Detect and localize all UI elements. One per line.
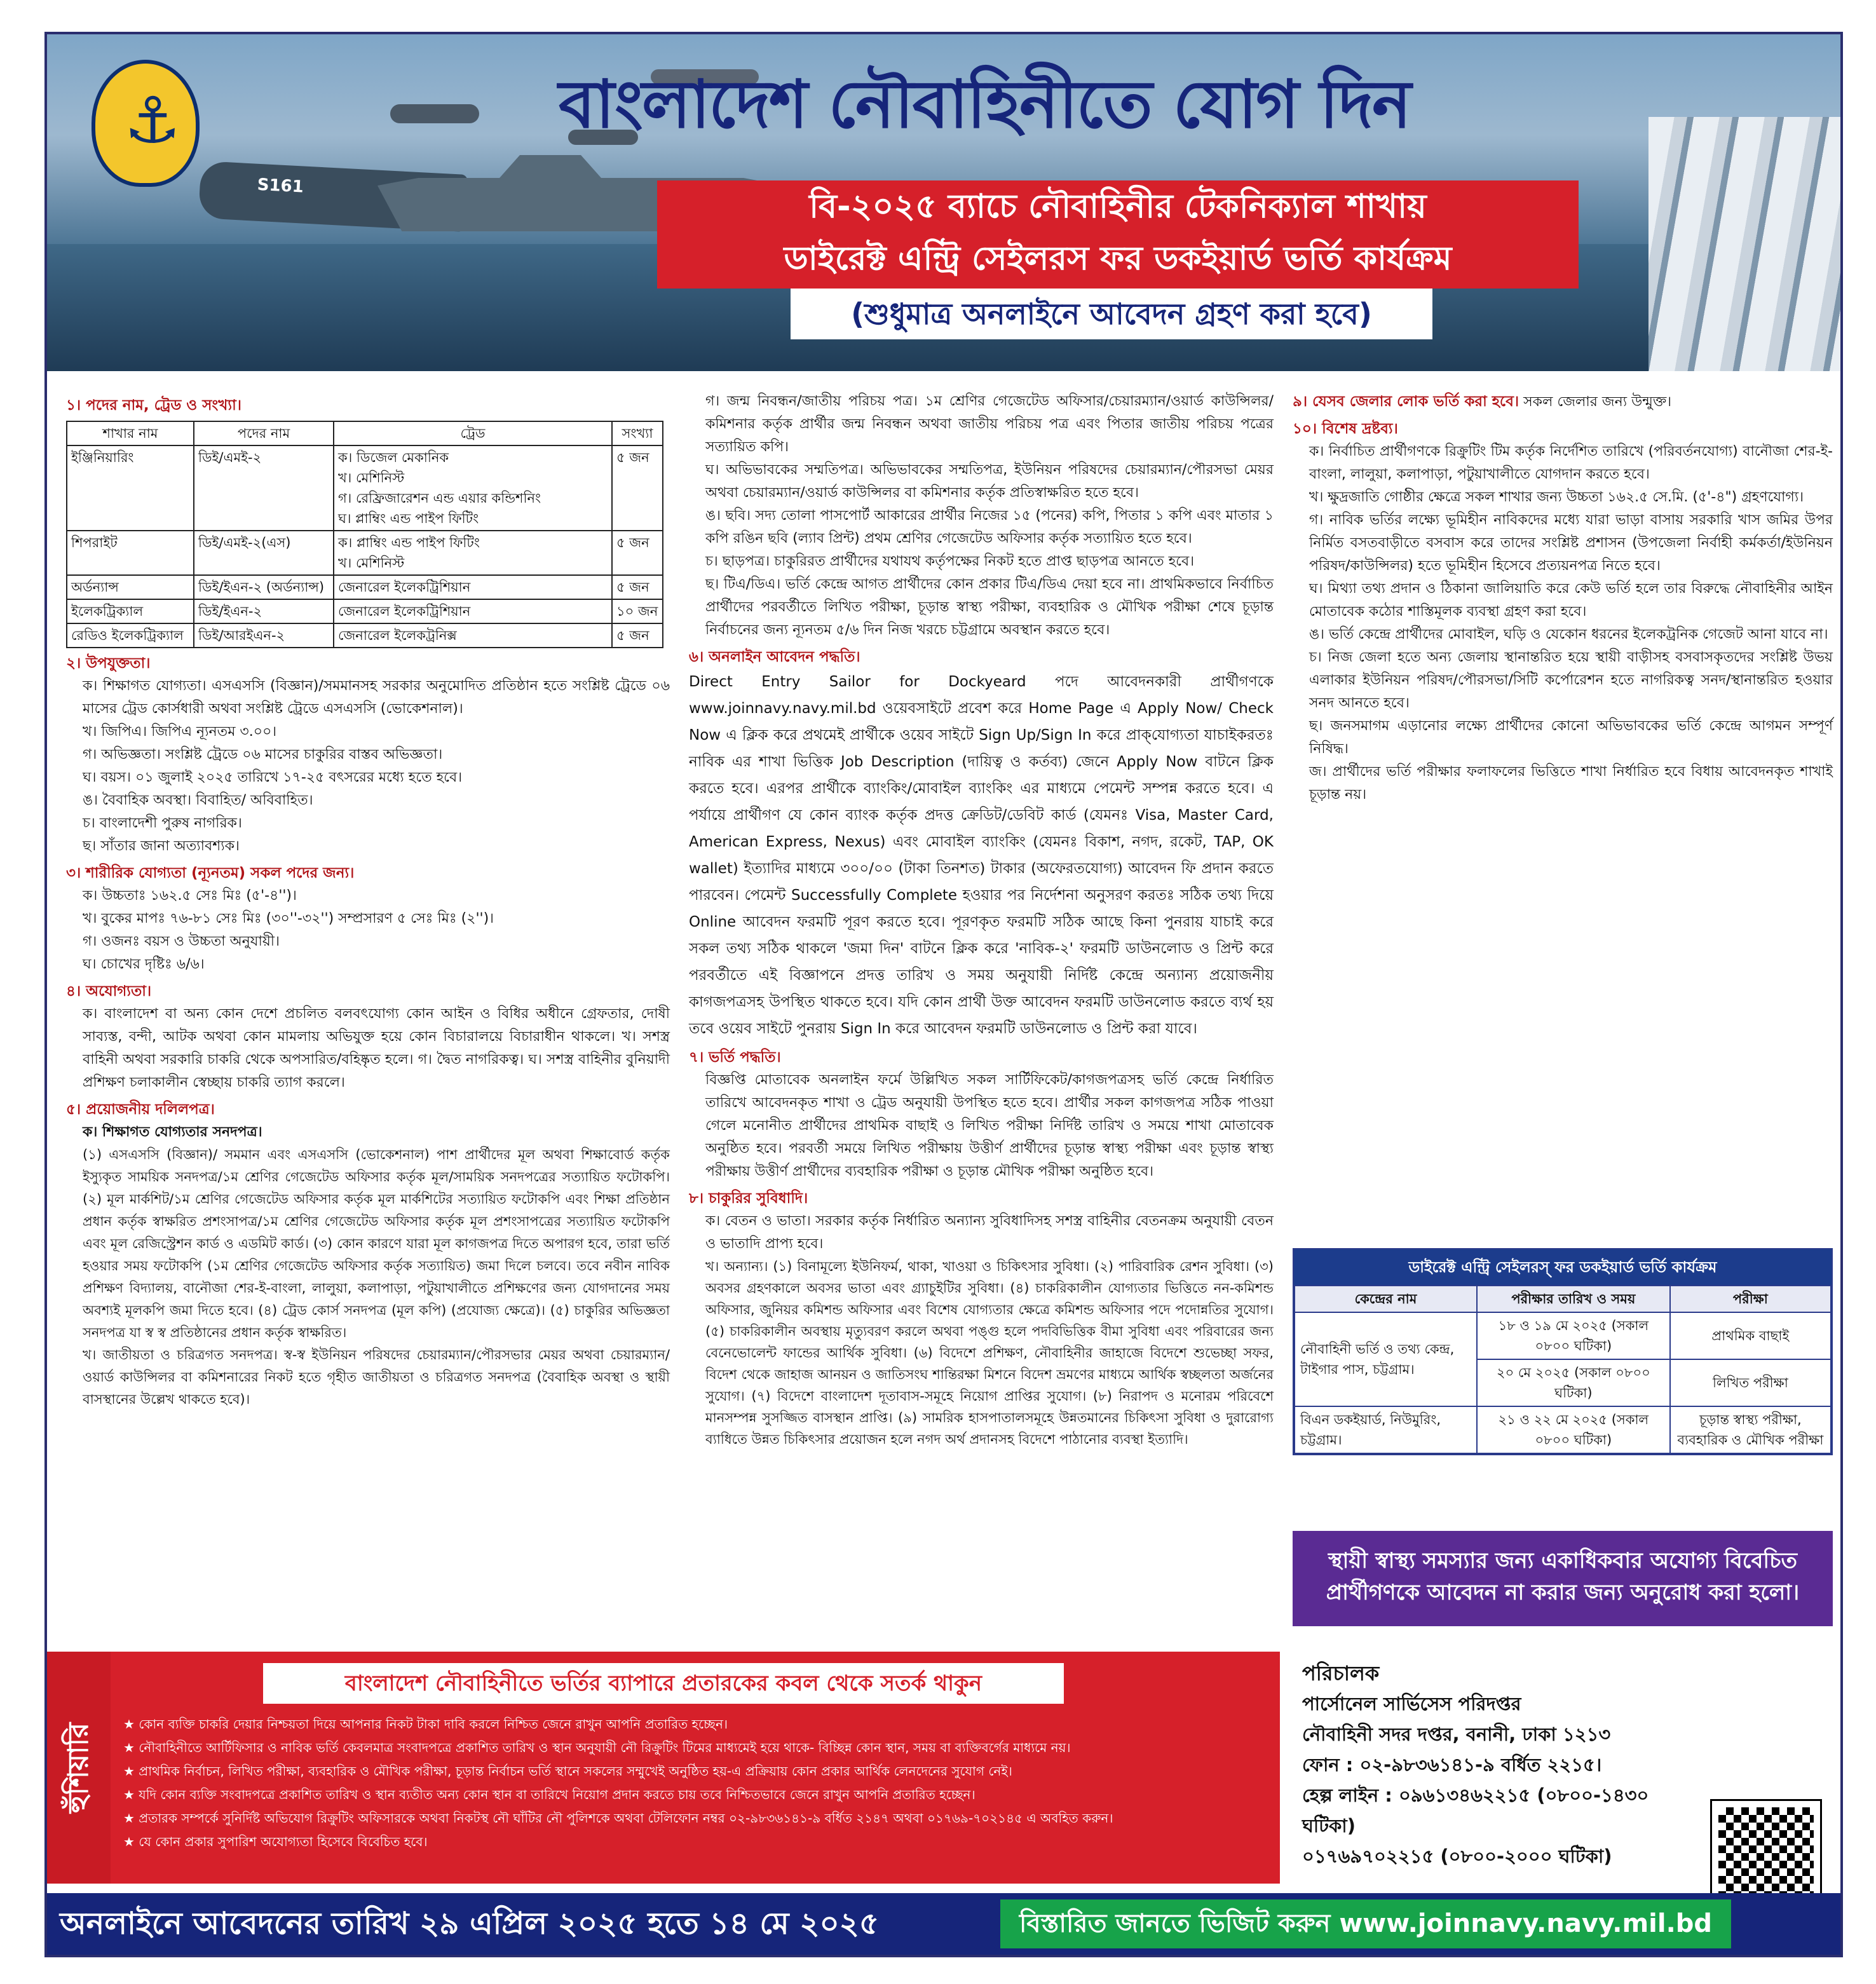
table-cell: ৫ জন [612,575,663,599]
list-item: ঘ। বয়স। ০১ জুলাই ২০২৫ তারিখে ১৭-২৫ বৎসরের মধ্যে হতে হবে। [83,770,463,785]
table-cell: ডিই/আরইএন-২ [194,623,334,648]
section-heading-2: ২। উপযুক্ততা। [66,655,151,672]
table-cell: ডিই/ইএন-২ [194,599,334,623]
paragraph: ছ। টিএ/ডিএ। ভর্তি কেন্দ্রে আগত প্রার্থীদের কোন প্রকার টিএ/ডিএ দেয়া হবে না। প্রাথমিকভাবে নির্বাচিত প্রার্থীদের পরবর্তীতে লিখিত পরীক্ষা, চূড়ান্ত স্বাস্থ্য পরীক্ষা, ব্যবহারিক ও মৌখিক পরীক্ষা শেষে চূড়ান্ত নির্বাচনের জন্য ন্যূনতম ৫/৬ দিন নিজ খরচে চট্টগ্রামে অবস্থান করতে হবে। [705,576,1274,638]
health-warning-box: স্থায়ী স্বাস্থ্য সমস্যার জন্য একাধিকবার অযোগ্য বিবেচিত প্রার্থীগণকে আবেদন না করার জন্য অনুরোধ করা হলো। [1293,1531,1833,1626]
scam-warning-box [47,1652,1280,1884]
list-item: খ। ক্ষুদ্রজাতি গোষ্ঠীর ক্ষেত্রে সকল শাখার জন্য উচ্চতা ১৬২.৫ সে.মি. (৫'-৪") গ্রহণযোগ্য। [1309,489,1804,505]
navy-logo [92,60,200,187]
list-item: গ। নাবিক ভর্তির লক্ষ্যে ভূমিহীন নাবিকদের মধ্যে যারা ভাড়া বাসায় সরকারি খাস জমির উপর নির্মিত বসতবাড়ীতে বসবাস করে তাদের সংশ্লিষ্ট প্রশাসন (উপজেলা নির্বাহী কর্মকর্তা/ইউনিয়ন পরিষদ/কাউন্সিলর) হতে ভূমিহীন হিসেবে প্রত্যয়নপত্র নিতে হবে। [1309,512,1833,574]
subtitle-box [657,180,1579,289]
paragraph: চ। ছাড়পত্র। চাকুরিরত প্রার্থীদের যথাযথ কর্তৃপক্ষের নিকট হতে প্রাপ্ত ছাড়পত্র আনতে হবে। [705,554,1195,569]
list-item: ঙ। ভর্তি কেন্দ্রে প্রার্থীদের মোবাইল, ঘড়ি ও যেকোন ধরনের ইলেকট্রনিক গেজেট আনা যাবে না। [1309,627,1828,642]
section-heading-6: ৬। অনলাইন আবেদন পদ্ধতি। [689,649,860,665]
table-cell: ৫ জন [612,623,663,648]
paragraph: ক। বাংলাদেশ বা অন্য কোন দেশে প্রচলিত বলবৎযোগ্য কোন আইন ও বিধির অধীনে গ্রেফতার, দোষী সাব্যস্ত, বন্দী, আটক অথবা কোন মামলায় অভিযুক্ত হয়ে কোন বিচারালয়ে বিচারাধীন থাকলে। খ। সশস্ত্র বাহিনী অথবা সরকারি চাকরি থেকে অপসারিত/বহিষ্কৃত হলে। গ। দ্বৈত নাগরিকত্ব। ঘ। সশস্ত্র বাহিনীর বুনিয়াদী প্রশিক্ষণ চলাকালীন স্বেচ্ছায় চাকরি ত্যাগ করলে। [83,1006,670,1091]
table-header: কেন্দ্রের নাম [1295,1286,1477,1312]
table-cell: নৌবাহিনী ভর্তি ও তথ্য কেন্দ্র, টাইগার পাস, চট্টগ্রাম। [1295,1312,1477,1406]
application-dates: অনলাইনে আবেদনের তারিখ ২৯ এপ্রিল ২০২৫ হতে ১৪ মে ২০২৫ [60,1906,880,1941]
table-cell: ক। ডিজেল মেকানিক খ। মেশিনিস্ট গ। রেফ্রিজারেশন এন্ড এয়ার কন্ডিশনিং ঘ। প্লাম্বিং এন্ড পাইপ ফিটিং [334,445,612,531]
list-item: চ। নিজ জেলা হতে অন্য জেলায় স্থানান্তরিত হয়ে স্থায়ী বাড়ীসহ বসবাসকৃতদের সংশ্লিষ্ট উভয় এলাকার ইউনিয়ন পরিষদ/পৌরসভা/সিটি কর্পোরেশন হতে নাগরিকত্ব সনদ/স্থানান্তরিত হওয়ার সনদ আনতে হবে। [1309,649,1833,711]
list-item: খ। বুকের মাপঃ ৭৬-৮১ সেঃ মিঃ (৩০''-৩২'') সম্প্রসারণ ৫ সেঃ মিঃ (২'')। [83,911,494,927]
list-item: গ। অভিজ্ঞতা। সংশ্লিষ্ট ট্রেডে ০৬ মাসের চাকুরির বাস্তব অভিজ্ঞতা। [83,747,443,763]
table-cell: ২১ ও ২২ মে ২০২৫ (সকাল ০৮০০ ঘটিকা) [1477,1406,1670,1453]
schedule-title: ডাইরেক্ট এন্ট্রি সেইলরস্ ফর ডকইয়ার্ড ভর্তি কার্যক্রম [1294,1249,1832,1285]
table-cell: ডিই/ইএন-২ (অর্ডন্যান্স) [194,575,334,599]
list-item: ঙ। বৈবাহিক অবস্থা। বিবাহিত/ অবিবাহিত। [83,792,313,808]
list-item: ছ। জনসমাগম এড়ানোর লক্ষ্যে প্রার্থীদের কোনো অভিভাবকের ভর্তি কেন্দ্রে আগমন সম্পূর্ণ নিষিদ্ধ। [1309,718,1833,757]
table-header: সংখ্যা [612,421,663,445]
table-header: পরীক্ষার তারিখ ও সময় [1477,1286,1670,1312]
table-cell: বিএন ডকইয়ার্ড, নিউমুরিং, চট্টগ্রাম। [1295,1406,1477,1453]
schedule-grid [1294,1285,1832,1454]
paragraph: (১) এসএসসি (বিজ্ঞান)/ সমমান এবং এসএসসি (ভোকেশনাল) পাশ প্রার্থীদের মূল অথবা শিক্ষাবোর্ড কর্তৃক ইস্যুকৃত সাময়িক সনদপত্র/১ম শ্রেণির গেজেটেড অফিসার কর্তৃক মূল/সাময়িক সনদপত্রের সত্যায়িত ফটোকপি। (২) মূল মার্কশিট/১ম শ্রেণির গেজেটেড অফিসার কর্তৃক মূল মার্কশিটের সত্যায়িত ফটোকপি এবং শিক্ষা প্রতিষ্ঠান প্রধান কর্তৃক স্বাক্ষরিত প্রশংসাপত্র/১ম শ্রেণির গেজেটেড অফিসার কর্তৃক মূল প্রশংসাপত্রের সত্যায়িত ফটোকপি এবং মূল রেজিস্ট্রেশন কার্ড ও এডমিট কার্ড। (৩) কোন কারণে যারা মূল কাগজপত্র দিতে অপারগ হবে, তারা ভর্তি হওয়ার সময় ফটোকপি (১ম শ্রেণির গেজেটেড অফিসার কর্তৃক সত্যায়িত) জমা দিলে চলবে। তবে নবীন নাবিক প্রশিক্ষণ বিদ্যালয়, বানৌজা শের-ই-বাংলা, লালুয়া, কলাপাড়া, পটুয়াখালীতে প্রশিক্ষণের জন্য যোগদানের সময় অবশ্যই মূলকপি জমা দিতে হবে। (৪) ট্রেড কোর্স সনদপত্র (মূল কপি) (প্রযোজ্য ক্ষেত্রে)। (৫) চাকুরির অভিজ্ঞতা সনদপত্র যা স্ব স্ব প্রতিষ্ঠানের প্রধান কর্তৃক স্বাক্ষরিত। [83,1147,670,1340]
table-header: পদের নাম [194,421,334,445]
table-header-row [67,421,663,445]
table-cell: ১০ জন [612,599,663,623]
list-item: ★ প্রতারক সম্পর্কে সুনির্দিষ্ট অভিযোগ রিক্রুটিং অফিসারকে অথবা নিকটস্থ নৌ ঘাঁটির নৌ পুলিশকে অথবা টেলিফোন নম্বর ০২-৯৮৩৬১৪১-৯ বর্ধিত ২১৪৭ অথবা ০১৭৬৯-৭০২১৪৫ এ অবহিত করুন। [123,1811,1113,1826]
paragraph: ঘ। অভিভাবকের সম্মতিপত্র। অভিভাবকের সম্মতিপত্র, ইউনিয়ন পরিষদের চেয়ারম্যান/পৌরসভা মেয়র অথবা চেয়ারম্যান/ওয়ার্ড কাউন্সিলর বা কমিশনার কর্তৃক প্রতিস্বাক্ষরিত হতে হবে। [705,462,1274,501]
table-cell: রেডিও ইলেকট্রিক্যাল [67,623,194,648]
list-item: চ। বাংলাদেশী পুরুষ নাগরিক। [83,815,242,831]
table-row [67,623,663,648]
section-heading-8: ৮। চাকুরির সুবিধাদি। [689,1190,808,1207]
inline-heading [1293,390,1833,414]
contact-helpline-2: ০১৭৬৯৭০২২১৫ (০৮০০-২০০০ ঘটিকা) [1302,1845,1612,1867]
table-row [67,599,663,623]
table-row [1295,1312,1831,1359]
list-item: ★ নৌবাহিনীতে আর্টিফিসার ও নাবিক ভর্তি কেবলমাত্র সংবাদপত্রে প্রকাশিত তারিখ ও স্থান অনুযায়ী নৌ রিক্রুটিং টিমের মাধ্যমেই হয়ে থাকে- বিচ্ছিন্ন কোন স্থান, সময় বা ব্যক্তিবর্গের মাধ্যমে নয়। [123,1740,1071,1755]
banner [47,34,1840,371]
paragraph: খ। জাতীয়তা ও চরিত্রগত সনদপত্র। স্ব-স্ব ইউনিয়ন পরিষদের চেয়ারম্যান/পৌরসভার মেয়র অথবা চেয়ারম্যান/ওয়ার্ড কাউন্সিলর বা কমিশনারের নিকট হতে গৃহীত জাতীয়তা ও চরিত্রগত সনদপত্র (বৈবাহিক অবস্থা ও স্থায়ী বাসস্থানের উল্লেখ থাকতে হবে)। [83,1347,670,1407]
list-item: ★ যদি কোন ব্যক্তি সংবাদপত্রে প্রকাশিত তারিখ ও স্থান ব্যতীত অন্য কোন স্থান বা তারিখে নিয়োগ প্রদান করতে চায় তবে নিশ্চিতভাবে জেনে রাখুন আপনি প্রতারিত হচ্ছেন। [123,1787,975,1802]
table-cell: চূড়ান্ত স্বাস্থ্য পরীক্ষা, ব্যবহারিক ও মৌখিক পরীক্ষা [1670,1406,1831,1453]
section-heading-10: ১০। বিশেষ দ্রষ্টব্য। [1293,421,1398,437]
online-only-note: (শুধুমাত্র অনলাইনে আবেদন গ্রহণ করা হবে) [791,289,1432,339]
table-cell: ইলেকট্রিক্যাল [67,599,194,623]
website-link[interactable]: বিস্তারিত জানতে ভিজিট করুন www.joinnavy.navy.mil.bd [1000,1899,1731,1948]
page-title: বাংলাদেশ নৌবাহিনীতে যোগ দিন [558,65,1411,143]
list-item: ক। উচ্চতাঃ ১৬২.৫ সেঃ মিঃ (৫'-৪'')। [83,888,297,904]
subtitle-line-2: ডাইরেক্ট এন্ট্রি সেইলরস ফর ডকইয়ার্ড ভর্তি কার্যক্রম [784,240,1452,278]
submarine-number: S161 [257,175,304,197]
section-heading-3: ৩। শারীরিক যোগ্যতা (ন্যূনতম) সকল পদের জন্য। [66,865,355,881]
list-item: খ। জিপিএ। জিপিএ ন্যূনতম ৩.০০। [83,724,277,740]
table-cell: জেনারেল ইলেকট্রিশিয়ান [334,575,612,599]
scam-warning-list [123,1713,1267,1854]
table-header-row [1295,1286,1831,1312]
column-2 [689,390,1274,1450]
footer-bar [47,1893,1840,1955]
table-header: ট্রেড [334,421,612,445]
list-item: জ। প্রার্থীদের ভর্তি পরীক্ষার ফলাফলের ভিত্তিতে শাখা নির্ধারিত হবে বিধায় আবেদনকৃত শাখাই চূড়ান্ত নয়। [1309,764,1833,803]
anchor-icon: ⚓ [124,83,181,158]
schedule-table [1293,1248,1833,1455]
list-item: ঘ। চোখের দৃষ্টিঃ ৬/৬। [83,956,205,972]
table-header: শাখার নাম [67,421,194,445]
contact-line: পার্সোনেল সার্ভিসেস পরিদপ্তর [1302,1693,1521,1715]
table-cell: ক। প্লাম্বিং এন্ড পাইপ ফিটিং খ। মেশিনিস্ট [334,531,612,575]
table-cell: ইঞ্জিনিয়ারিং [67,445,194,531]
paragraph: বিজ্ঞপ্তি মোতাবেক অনলাইন ফর্মে উল্লিখিত সকল সার্টিফিকেট/কাগজপত্রসহ ভর্তি কেন্দ্রে নির্ধারিত তারিখে আবেদনকৃত শাখা ও ট্রেড অনুযায়ী উপস্থিত হতে হবে। প্রার্থীর সকল কাগজপত্র সঠিক পাওয়া গেলে মনোনীত প্রার্থীদের প্রাথমিক বাছাই ও লিখিত পরীক্ষা নির্দিষ্ট তারিখ ও সময়ে শাখা মোতাবেক অনুষ্ঠিত হবে। পরবর্তী সময়ে লিখিত পরীক্ষায় উত্তীর্ণ প্রার্থীদের চূড়ান্ত স্বাস্থ্য পরীক্ষা এবং চূড়ান্ত স্বাস্থ্য পরীক্ষায় উত্তীর্ণ প্রার্থীদের ব্যবহারিক পরীক্ষা ও চূড়ান্ত মৌখিক পরীক্ষা অনুষ্ঠিত হবে। [705,1072,1274,1179]
table-cell: জেনারেল ইলেকট্রিশিয়ান [334,599,612,623]
paragraph: Direct Entry Sailor for Dockyeard পদে আবেদনকারী প্রার্থীগণকে www.joinnavy.navy.mil.bd ওয়েবসাইটে প্রবেশ করে Home Page এ Apply Now/ Check Now এ ক্লিক করে প্রথমেই প্রার্থীকে ওয়েব সাইটে Sign Up/Sign In করে প্রাক্‌যোগ্যতা যাচাইকরতঃ নাবিক এর শাখা ভিত্তিক Job Description (দায়িত্ব ও কর্তব্য) জেনে Apply Now বাটনে ক্লিক করতে হবে। এরপর প্রার্থীকে ব্যাংকিং/মোবাইল ব্যাংকিং এর মাধ্যমে পেমেন্ট সম্পন্ন করতে হবে। এ পর্যায়ে প্রার্থীগণ যে কোন ব্যাংক কর্তৃক প্রদত্ত ক্রেডিট/ডেবিট কার্ড (যেমনঃ Visa, Master Card, American Express, Nexus) এবং মোবাইল ব্যাংকিং (যেমনঃ বিকাশ, নগদ, রকেট, TAP, OK wallet) ইত্যাদির মাধ্যমে ৩০০/০০ (টাকা তিনশত) টাকার (অফেরতযোগ্য) আবেদন ফি প্রদান করতে পারবেন। পেমেন্ট Successfully Complete হওয়ার পর নির্দেশনা অনুসরণ করতঃ সঠিক তথ্য দিয়ে Online আবেদন ফরমটি পূরণ করতে হবে। পূরণকৃত ফরমটি সঠিক আছে কিনা পুনরায় যাচাই করে সকল তথ্য সঠিক থাকলে 'জমা দিন' বাটনে ক্লিক করে 'নাবিক-২' ফরমটি ডাউনলোড ও প্রিন্ট করে পরবর্তীতে এই বিজ্ঞাপনে প্রদত্ত তারিখ ও সময় অনুযায়ী নির্দিষ্ট কেন্দ্রে অন্যান্য প্রয়োজনীয় কাগজপত্রসহ উপস্থিত থাকতে হবে। যদি কোন প্রার্থী উক্ত আবেদন ফরমটি ডাউনলোড করতে ব্যর্থ হয় তবে ওয়েব সাইটে পুনরায় Sign In করে আবেদন ফরমটি ডাউনলোড ও প্রিন্ট করা যাবে। [689,674,1274,1037]
sailors-image [1648,117,1840,371]
list-item: ★ কোন ব্যক্তি চাকরি দেয়ার নিশ্চয়তা দিয়ে আপনার নিকট টাকা দাবি করলে নিশ্চিত জেনে রাখুন আপনি প্রতারিত হচ্ছেন। [123,1716,728,1732]
table-cell: ১৮ ও ১৯ মে ২০২৫ (সকাল ০৮০০ ঘটিকা) [1477,1312,1670,1359]
list-item: ক। শিক্ষাগত যোগ্যতা। এসএসসি (বিজ্ঞান)/সমমানসহ সরকার অনুমোদিত প্রতিষ্ঠান হতে সংশ্লিষ্ট ট্রেডে ০৬ মাসের ট্রেড কোর্সধারী অথবা সংশ্লিষ্ট ট্রেডে এসএসসি (ভোকেশনাল)। [83,678,670,717]
table-cell: শিপরাইট [67,531,194,575]
table-cell: ২০ মে ২০২৫ (সকাল ০৮০০ ঘটিকা) [1477,1359,1670,1406]
table-header: পরীক্ষা [1670,1286,1831,1312]
posts-table [66,421,663,648]
scam-warning-heading: বাংলাদেশ নৌবাহিনীতে ভর্তির ব্যাপারে প্রতারকের কবল থেকে সতর্ক থাকুন [263,1663,1064,1704]
table-cell: লিখিত পরীক্ষা [1670,1359,1831,1406]
table-cell: অর্ডন্যান্স [67,575,194,599]
column-1 [66,390,670,1411]
table-row [67,531,663,575]
table-row [67,575,663,599]
table-cell: ৫ জন [612,445,663,531]
subheading: ক। শিক্ষাগত যোগ্যতার সনদপত্র। [83,1124,262,1140]
paragraph: খ। অন্যান্য। (১) বিনামূল্যে ইউনিফর্ম, থাকা, খাওয়া ও চিকিৎসার সুবিধা। (২) পারিবারিক রেশন সুবিধা। (৩) অবসর গ্রহণকালে অবসর ভাতা এবং গ্র্যাচুইটির সুবিধা। (৪) চাকরিকালীন যোগ্যতার ভিত্তিতে নন-কমিশন্ড অফিসার, জুনিয়র কমিশন্ড অফিসার এবং বিশেষ যোগ্যতার ক্ষেত্রে কমিশন্ড অফিসার পদে পদোন্নতির সুযোগ। (৫) চাকরিকালীন অবস্থায় মৃত্যুবরণ করলে অথবা পঙ্গু হলে পদবিভিত্তিক বীমা সুবিধা এবং পরিবারের জন্য বেনেভোলেন্ট ফান্ডের আর্থিক সুবিধা। (৬) বিদেশে প্রশিক্ষণ, নৌবাহিনীর জাহাজে বিদেশে শুভেচ্ছা সফর, বিদেশ থেকে জাহাজ আনয়ন ও জাতিসংঘ শান্তিরক্ষা মিশনে বিদেশ ভ্রমণের মাধ্যমে আর্থিক স্বচ্ছলতা অর্জনের সুযোগ। (৭) বিদেশে বাংলাদেশ দূতাবাস-সমূহে নিয়োগ প্রাপ্তির সুযোগ। (৮) নিরাপদ ও মনোরম পরিবেশে মানসম্পন্ন সুসজ্জিত বাসস্থান প্রাপ্তি। (৯) সামরিক হাসপাতালসমূহে উন্নতমানের চিকিৎসা সুবিধা ও দুরারোগ্য ব্যাধিতে উন্নত চিকিৎসার প্রয়োজন হলে নগদ অর্থ প্রদানসহ বিদেশে পাঠানোর ব্যবস্থা ইত্যাদি। [705,1259,1274,1447]
paragraph: গ। জন্ম নিবন্ধন/জাতীয় পরিচয় পত্র। ১ম শ্রেণির গেজেটেড অফিসার/চেয়ারম্যান/ওয়ার্ড কাউন্সিলর/কমিশনার কর্তৃক প্রার্থীর জন্ম নিবন্ধন অথবা জাতীয় পরিচয় পত্র এবং পিতার জাতীয় পরিচয় পত্রের সত্যায়িত কপি। [705,393,1274,455]
section-heading-7: ৭। ভর্তি পদ্ধতি। [689,1049,781,1066]
section-heading-5: ৫। প্রয়োজনীয় দলিলপত্র। [66,1101,215,1118]
list-item: ঘ। মিথ্যা তথ্য প্রদান ও ঠিকানা জালিয়াতি করে কেউ ভর্তি হলে তার বিরুদ্ধে নৌবাহিনীর আইন মোতাবেক কঠোর শাস্তিমূলক ব্যবস্থা গ্রহণ করা হবে। [1309,581,1833,620]
section-heading-4: ৪। অযোগ্যতা। [66,983,152,1000]
list-item: ★ যে কোন প্রকার সুপারিশ অযোগ্যতা হিসেবে বিবেচিত হবে। [123,1834,428,1849]
list-item: গ। ওজনঃ বয়স ও উচ্চতা অনুযায়ী। [83,934,280,949]
table-cell: প্রাথমিক বাছাই [1670,1312,1831,1359]
table-cell: জেনারেল ইলেকট্রনিক্স [334,623,612,648]
column-3 [1293,390,1833,806]
section-heading-9: ৯। যেসব জেলার লোক ভর্তি করা হবে। [1293,393,1519,410]
advertisement-page [44,32,1843,1957]
subtitle-line-1: বি-২০২৫ ব্যাচে নৌবাহিনীর টেকনিক্যাল শাখায় [809,187,1427,226]
table-cell: ৫ জন [612,531,663,575]
table-row [67,445,663,531]
list-item: ★ প্রাথমিক নির্বাচন, লিখিত পরীক্ষা, ব্যবহারিক ও মৌখিক পরীক্ষা, চূড়ান্ত নির্বাচন ভর্তি স্থানে সকলের সম্মুখেই অনুষ্ঠিত হয়-এ প্রক্রিয়ায় কোন প্রকার আর্থিক লেনদেনের সুযোগ নেই। [123,1763,1012,1779]
table-cell: ডিই/এমই-২ [194,445,334,531]
paragraph: ঙ। ছবি। সদ্য তোলা পাসপোর্ট আকারের প্রার্থীর নিজের ১৫ (পনের) কপি, পিতার ১ কপি এবং মাতার ১ কপি রঙিন ছবি (ল্যাব প্রিন্ট) প্রথম শ্রেণির গেজেটেড অফিসার কর্তৃক সত্যায়িত হতে হবে। [705,508,1274,547]
list-item: ক। নির্বাচিত প্রার্থীগণকে রিক্রুটিং টিম কর্তৃক নির্দেশিত তারিখে (পরিবর্তনযোগ্য) বানৌজা শের-ই-বাংলা, লালুয়া, কলাপাড়া, পটুয়াখালীতে যোগদান করতে হবে। [1309,444,1833,482]
contact-block [1302,1658,1696,1872]
table-cell: ডিই/এমই-২(এস) [194,531,334,575]
contact-phone: ফোন : ০২-৯৮৩৬১৪১-৯ বর্ধিত ২২১৫। [1302,1754,1602,1776]
table-row [1295,1406,1831,1453]
contact-line: নৌবাহিনী সদর দপ্তর, বনানী, ঢাকা ১২১৩ [1302,1723,1611,1745]
paragraph: সকল জেলার জন্য উন্মুক্ত। [1523,394,1672,410]
paragraph: ক। বেতন ও ভাতা। সরকার কর্তৃক নির্ধারিত অন্যান্য সুবিধাদিসহ সশস্ত্র বাহিনীর বেতনক্রম অনুযায়ী বেতন ও ভাতাদি প্রাপ্য হবে। [705,1213,1274,1252]
contact-helpline: হেল্প লাইন : ০৯৬১৩৪৬২২১৫ (০৮০০-১৪৩০ ঘটিকা) [1302,1784,1649,1837]
contact-title: পরিচালক [1302,1661,1380,1685]
section-heading-1: ১। পদের নাম, ট্রেড ও সংখ্যা। [66,397,241,414]
list-item: ছ। সাঁতার জানা অত্যাবশ্যক। [83,838,240,854]
warning-side-label: হুঁশিয়ারি [47,1652,111,1884]
